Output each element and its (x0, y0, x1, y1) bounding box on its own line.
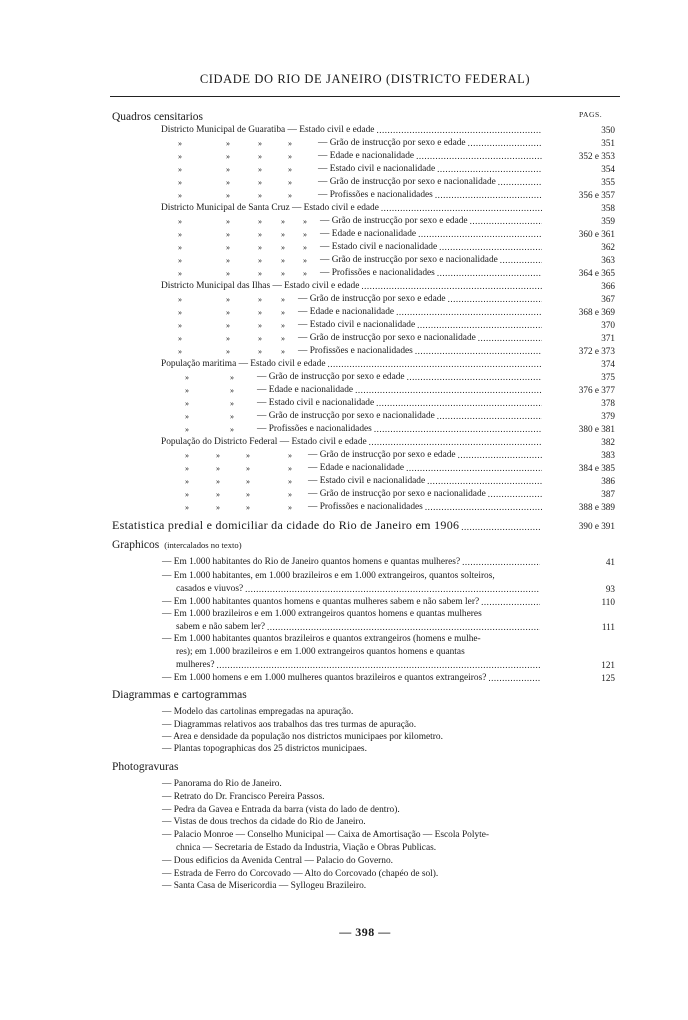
section-heading-graphicos: Graphicos (112, 539, 160, 551)
ditto-mark: » (288, 451, 292, 460)
page-ref: 383 (601, 450, 615, 460)
leader-dots (437, 410, 542, 423)
leader-dots (478, 332, 542, 345)
ditto-mark: » (258, 217, 262, 226)
graphico-item: — Em 1.000 habitantes, em 1.000 brazileiros e em 1.000 extrangeiros, quantos solteiros, (162, 571, 495, 581)
pages-column-label: PAGS. (579, 110, 603, 119)
diagramma-item: — Modelo das cartolinas empregadas na apuração. (162, 707, 354, 717)
census-entry-sub: — Estado civil e nacionalidade (257, 398, 375, 408)
ditto-mark: » (258, 256, 262, 265)
ditto-mark: » (178, 295, 182, 304)
leader-dots (355, 384, 542, 397)
ditto-mark: » (281, 230, 285, 239)
ditto-mark: » (288, 477, 292, 486)
photogravura-item: — Panorama do Rio de Janeiro. (162, 779, 282, 789)
ditto-mark: » (226, 295, 230, 304)
ditto-mark: » (178, 243, 182, 252)
page-number: — 398 — (339, 925, 391, 939)
page-ref: 364 e 365 (578, 268, 615, 278)
page-ref: 351 (601, 138, 615, 148)
ditto-mark: » (258, 334, 262, 343)
ditto-mark: » (226, 334, 230, 343)
ditto-mark: » (178, 191, 182, 200)
ditto-mark: » (178, 152, 182, 161)
leader-dots (396, 306, 542, 319)
ditto-mark: » (226, 178, 230, 187)
page-ref: 367 (601, 294, 615, 304)
ditto-mark: » (288, 464, 292, 473)
page-ref: 390 e 391 (578, 521, 615, 531)
ditto-mark: » (178, 217, 182, 226)
page-ref: 350 (601, 125, 615, 135)
ditto-mark: » (246, 503, 250, 512)
diagramma-item: — Area e densidade da população nos districtos municipaes por kilometro. (162, 732, 443, 742)
ditto-mark: » (178, 308, 182, 317)
ditto-mark: » (178, 230, 182, 239)
ditto-mark: » (178, 321, 182, 330)
ditto-mark: » (226, 256, 230, 265)
photogravura-item: — Dous edificios da Avenida Central — Palacio do Governo. (162, 856, 394, 866)
ditto-mark: » (185, 399, 189, 408)
ditto-mark: » (185, 464, 189, 473)
page-ref: 359 (601, 216, 615, 226)
leader-dots (418, 228, 542, 241)
ditto-mark: » (178, 334, 182, 343)
census-entry-sub: — Estado civil e nacionalidade (318, 164, 436, 174)
ditto-mark: » (216, 477, 220, 486)
ditto-mark: » (226, 191, 230, 200)
ditto-mark: » (226, 347, 230, 356)
page-ref: 379 (601, 411, 615, 421)
leader-dots (427, 475, 542, 488)
census-entry-main: Districto Municipal das Ilhas — Estado civil e edade (161, 281, 360, 291)
graphico-item: — Em 1.000 habitantes quantos homens e quantas mulheres sabem e não sabem ler? (162, 597, 480, 607)
ditto-mark: » (258, 269, 262, 278)
page-ref: 384 e 385 (578, 463, 615, 473)
ditto-mark: » (226, 243, 230, 252)
ditto-mark: » (258, 321, 262, 330)
leader-dots (439, 241, 542, 254)
ditto-mark: » (246, 490, 250, 499)
ditto-mark: » (258, 295, 262, 304)
leader-dots (437, 267, 542, 280)
ditto-mark: » (258, 152, 262, 161)
ditto-mark: » (288, 191, 292, 200)
page-ref: 93 (605, 584, 615, 594)
census-entry-sub: — Edade e nacionalidade (257, 385, 354, 395)
census-entry-sub: — Grão de instrucção por sexo e nacionalidade (318, 177, 496, 187)
ditto-mark: » (281, 217, 285, 226)
page-ref: 363 (601, 255, 615, 265)
ditto-mark: » (258, 139, 262, 148)
leader-dots (217, 659, 540, 672)
ditto-mark: » (226, 269, 230, 278)
page-ref: 362 (601, 242, 615, 252)
census-entry-sub: — Grão de instrucção por sexo e edade (320, 216, 468, 226)
ditto-mark: » (303, 269, 307, 278)
ditto-mark: » (226, 217, 230, 226)
ditto-mark: » (281, 347, 285, 356)
ditto-mark: » (185, 425, 189, 434)
leader-dots (462, 556, 540, 569)
ditto-mark: » (303, 256, 307, 265)
page-ref: 370 (601, 320, 615, 330)
page-ref: 352 e 353 (578, 151, 615, 161)
graphico-item: — Em 1.000 habitantes quantos brazileiros e quantos extrangeiros (homens e mulhe- (162, 634, 481, 644)
leader-dots (361, 280, 542, 293)
ditto-mark: » (288, 139, 292, 148)
leader-dots (245, 583, 540, 596)
ditto-mark: » (216, 490, 220, 499)
ditto-mark: » (246, 477, 250, 486)
photogravura-item: — Vistas de dous trechos da cidade do Rio de Janeiro. (162, 817, 366, 827)
ditto-mark: » (226, 321, 230, 330)
ditto-mark: » (303, 243, 307, 252)
census-entry-main: População do Districto Federal — Estado civil e edade (161, 437, 367, 447)
running-header: CIDADE DO RIO DE JANEIRO (DISTRICTO FEDERAL) (199, 72, 531, 86)
leader-dots (407, 371, 542, 384)
graphicos-subheading: (intercalados no texto) (164, 540, 242, 550)
census-entry-sub: — Grão de instrucção por sexo e edade (257, 372, 405, 382)
leader-dots (437, 163, 542, 176)
ditto-mark: » (288, 490, 292, 499)
ditto-mark: » (226, 165, 230, 174)
graphico-item-cont: sabem e não sabem ler? (176, 622, 266, 632)
page-ref: 354 (601, 164, 615, 174)
ditto-mark: » (288, 503, 292, 512)
ditto-mark: » (258, 178, 262, 187)
census-entry-sub: — Grão de instrucção por sexo e edade (318, 138, 466, 148)
page-ref: 356 e 357 (578, 190, 615, 200)
page-ref: 372 e 373 (578, 346, 615, 356)
census-entry-sub: — Profissões e nacionalidades (257, 424, 372, 434)
leader-dots (415, 345, 542, 358)
ditto-mark: » (258, 230, 262, 239)
page-ref: 376 e 377 (578, 385, 615, 395)
leader-dots (458, 449, 542, 462)
ditto-mark: » (288, 165, 292, 174)
leader-dots (488, 488, 542, 501)
census-entry-sub: — Estado civil e nacionalidade (308, 476, 426, 486)
leader-dots (369, 436, 542, 449)
leader-dots (328, 358, 542, 371)
ditto-mark: » (185, 503, 189, 512)
ditto-mark: » (288, 178, 292, 187)
census-entry-sub: — Estado civil e nacionalidade (320, 242, 438, 252)
ditto-mark: » (303, 230, 307, 239)
ditto-mark: » (246, 451, 250, 460)
photogravura-item: — Palacio Monroe — Conselho Municipal — Caixa de Amortisação — Escola Polyte- (162, 830, 490, 840)
page-ref: 366 (601, 281, 615, 291)
census-entry-sub: — Grão de instrucção por sexo e edade (308, 450, 456, 460)
census-entry-sub: — Edade e nacionalidade (298, 307, 395, 317)
ditto-mark: » (185, 386, 189, 395)
ditto-mark: » (226, 152, 230, 161)
header-rule (110, 96, 620, 97)
section-heading-quadros: Quadros censitarios (112, 111, 204, 123)
page-ref: 387 (601, 489, 615, 499)
graphico-item: — Em 1.000 habitantes do Rio de Janeiro quantos homens e quantas mulheres? (162, 557, 461, 567)
census-entry-main: População maritima — Estado civil e edade (161, 359, 326, 369)
leader-dots (500, 254, 542, 267)
census-entry-sub: — Grão de instrucção por sexo e edade (298, 294, 446, 304)
ditto-mark: » (230, 399, 234, 408)
ditto-mark: » (178, 269, 182, 278)
ditto-mark: » (178, 256, 182, 265)
graphico-item-cont: casados e viuvos? (176, 584, 244, 594)
census-entry-sub: — Edade e nacionalidade (308, 463, 405, 473)
page-ref: 382 (601, 437, 615, 447)
graphico-item-cont: res); em 1.000 brazileiros e em 1.000 extrangeiros quantos homens e quantas (176, 647, 465, 657)
census-entry-sub: — Edade e nacionalidade (320, 229, 417, 239)
ditto-mark: » (281, 243, 285, 252)
page-ref: 111 (601, 622, 615, 632)
census-entry-sub: — Grão de instrucção por sexo e nacionalidade (257, 411, 435, 421)
ditto-mark: » (185, 451, 189, 460)
page-ref: 368 e 369 (578, 307, 615, 317)
section-heading-diagrammas: Diagrammas e cartogrammas (112, 689, 247, 701)
ditto-mark: » (230, 373, 234, 382)
ditto-mark: » (230, 386, 234, 395)
ditto-mark: » (185, 373, 189, 382)
leader-dots (461, 521, 541, 534)
leader-dots (416, 150, 542, 163)
ditto-mark: » (226, 139, 230, 148)
census-entry-sub: — Grão de instrucção por sexo e nacionalidade (298, 333, 476, 343)
ditto-mark: » (303, 217, 307, 226)
page-ref: 355 (601, 177, 615, 187)
page-ref: 41 (605, 557, 615, 567)
leader-dots (435, 189, 542, 202)
page-ref: 358 (601, 203, 615, 213)
photogravura-item: — Retrato do Dr. Francisco Pereira Passos. (162, 792, 325, 802)
ditto-mark: » (288, 152, 292, 161)
ditto-mark: » (281, 256, 285, 265)
page-ref: 121 (601, 660, 615, 670)
leader-dots (498, 176, 542, 189)
census-entry-main: Districto Municipal de Guaratiba — Estado civil e edade (161, 125, 375, 135)
ditto-mark: » (258, 191, 262, 200)
graphico-item: — Em 1.000 homens e em 1.000 mulheres quantos brazileiros e quantos extrangeiros? (162, 673, 487, 683)
leader-dots (425, 501, 542, 514)
ditto-mark: » (258, 308, 262, 317)
census-entry-sub: — Grão de instrucção por sexo e nacionalidade (308, 489, 486, 499)
ditto-mark: » (258, 347, 262, 356)
diagramma-item: — Plantas topographicas dos 25 districtos municipaes. (162, 744, 367, 754)
leader-dots (374, 423, 542, 436)
section-heading-photogravuras: Photogravuras (112, 761, 179, 773)
leader-dots (488, 672, 540, 685)
leader-dots (448, 293, 542, 306)
census-entry-sub: — Grão de instrucção por sexo e nacionalidade (320, 255, 498, 265)
leader-dots (470, 215, 542, 228)
diagramma-item: — Diagrammas relativos aos trabalhos das tres turmas de apuração. (162, 720, 417, 730)
ditto-mark: » (258, 243, 262, 252)
page-ref: 374 (601, 359, 615, 369)
ditto-mark: » (226, 230, 230, 239)
ditto-mark: » (281, 334, 285, 343)
page-ref: 110 (601, 597, 615, 607)
census-entry-sub: — Estado civil e nacionalidade (298, 320, 416, 330)
ditto-mark: » (178, 165, 182, 174)
leader-dots (406, 462, 542, 475)
ditto-mark: » (185, 490, 189, 499)
ditto-mark: » (226, 308, 230, 317)
census-entry-sub: — Profissões e nacionalidades (298, 346, 413, 356)
census-entry-sub: — Profissões e nacionalidades (320, 268, 435, 278)
census-entry-sub: — Profissões e nacionalidades (318, 190, 433, 200)
ditto-mark: » (230, 412, 234, 421)
page-ref: 388 e 389 (578, 502, 615, 512)
ditto-mark: » (178, 178, 182, 187)
census-entry-sub: — Edade e nacionalidade (318, 151, 415, 161)
page-ref: 125 (601, 673, 615, 683)
leader-dots (381, 202, 542, 215)
section-heading-estatistica: Estatistica predial e domiciliar da cidade do Rio de Janeiro em 1906 (112, 518, 460, 532)
ditto-mark: » (281, 321, 285, 330)
ditto-mark: » (230, 425, 234, 434)
leader-dots (417, 319, 542, 332)
ditto-mark: » (281, 295, 285, 304)
ditto-mark: » (216, 464, 220, 473)
leader-dots (376, 124, 542, 137)
ditto-mark: » (216, 503, 220, 512)
page-ref: 386 (601, 476, 615, 486)
leader-dots (468, 137, 542, 150)
ditto-mark: » (178, 347, 182, 356)
graphico-item: — Em 1.000 brazileiros e em 1.000 extrangeiros quantos homens e quantas mulheres (162, 609, 482, 619)
census-entry-main: Districto Municipal de Santa Cruz — Estado civil e edade (161, 203, 379, 213)
ditto-mark: » (216, 451, 220, 460)
page-ref: 360 e 361 (578, 229, 615, 239)
ditto-mark: » (185, 477, 189, 486)
ditto-mark: » (258, 165, 262, 174)
page-ref: 380 e 381 (578, 424, 615, 434)
ditto-mark: » (178, 139, 182, 148)
photogravura-item: — Santa Casa de Misericordia — Syllogeu Brazileiro. (162, 881, 367, 891)
page-ref: 371 (601, 333, 615, 343)
ditto-mark: » (281, 269, 285, 278)
ditto-mark: » (246, 464, 250, 473)
graphico-item-cont: mulheres? (176, 660, 215, 670)
leader-dots (376, 397, 542, 410)
census-entry-sub: — Profissões e nacionalidades (308, 502, 423, 512)
leader-dots (481, 596, 540, 609)
photogravura-item-cont: chnica — Secretaria de Estado da Industria, Viação e Obras Publicas. (176, 843, 437, 853)
photogravura-item: — Estrada de Ferro do Corcovado — Alto do Corcovado (chapéo de sol). (162, 869, 439, 879)
page-ref: 375 (601, 372, 615, 382)
ditto-mark: » (281, 308, 285, 317)
ditto-mark: » (185, 412, 189, 421)
page-ref: 378 (601, 398, 615, 408)
photogravura-item: — Pedra da Gavea e Entrada da barra (vista do lado de dentro). (162, 805, 400, 815)
